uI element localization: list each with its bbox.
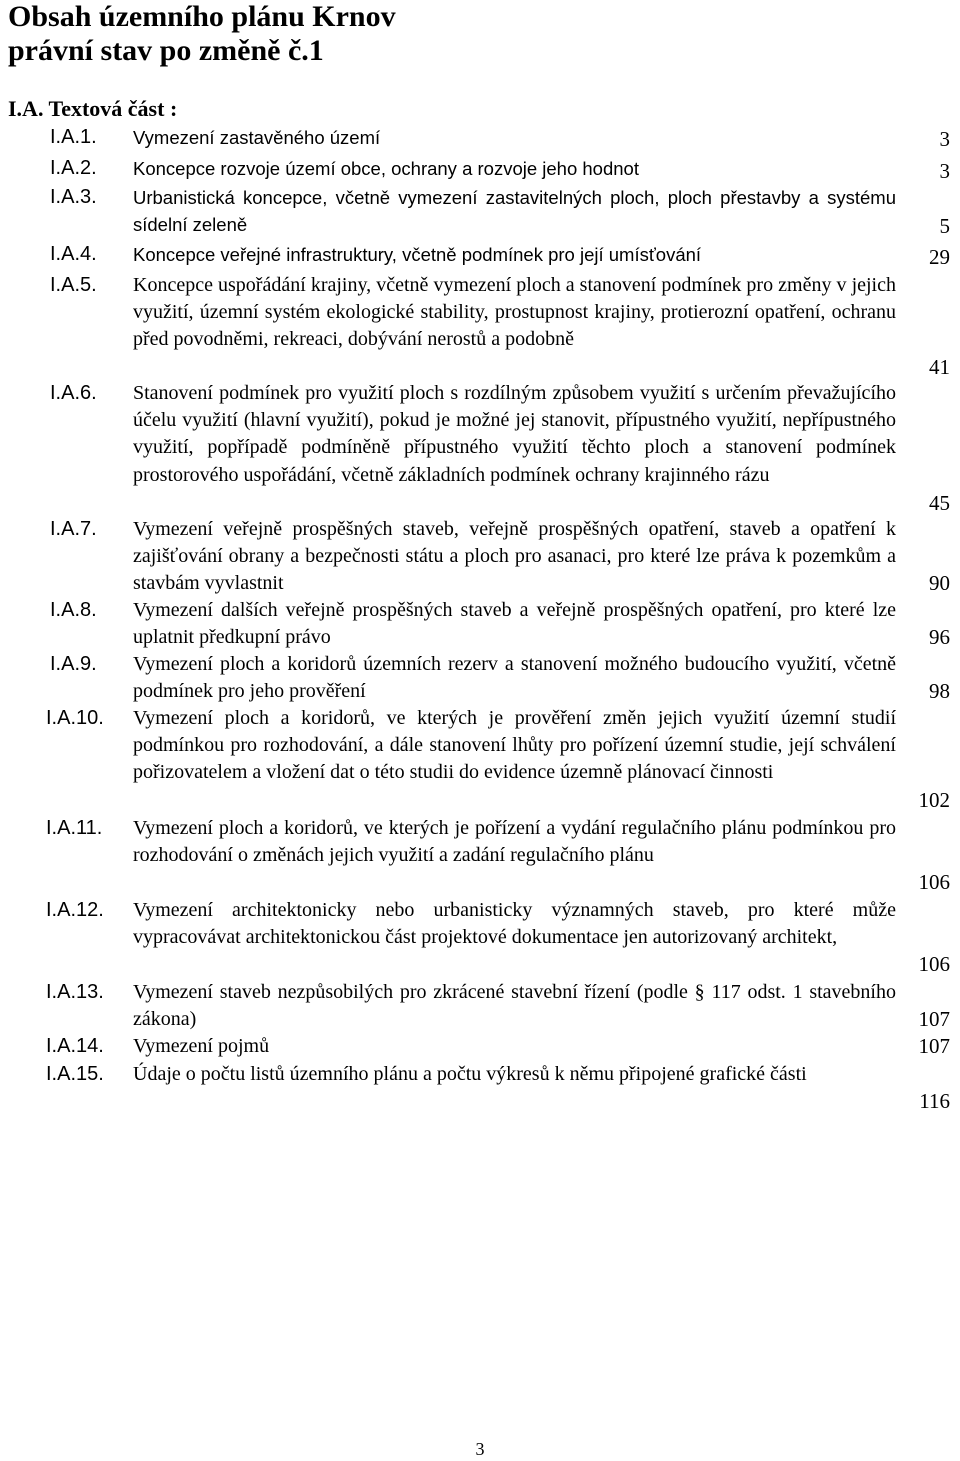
toc-entry-title: Vymezení architektonicky nebo urbanisticky významných staveb, pro které může vypracovávat architektonickou část projektové dokumentace jen autorizovaný architekt, — [133, 899, 896, 949]
toc-entry-page: 3 — [939, 159, 950, 183]
toc-entry-page: 106 — [918, 870, 950, 894]
toc-entry-page: 5 — [939, 214, 950, 238]
toc-entry-page: 107 — [918, 1034, 950, 1058]
toc-entry-page: 102 — [918, 788, 950, 812]
toc-entry-page: 107 — [918, 1007, 950, 1031]
toc-entry-title: Koncepce uspořádání krajiny, včetně vymezení ploch a stanovení podmínek pro změny v jejich využití, územní systém ekologické stability, prostupnost krajiny, protierozní opatření, ochranu před povodněmi, rekreaci, dobývání nerostů a podobně — [133, 274, 896, 351]
toc-entry-page: 116 — [919, 1089, 950, 1113]
title-line-2: právní stav po změně č.1 — [8, 34, 324, 67]
toc-entry-title: Koncepce rozvoje území obce, ochrany a rozvoje jeho hodnot — [133, 158, 639, 179]
toc-entry-title: Vymezení ploch a koridorů, ve kterých je prověření změn jejich využití územní studií podmínkou pro rozhodování, a dále stanovení lhůty pro pořízení územní studie, její schválení pořizovatelem a vložení dat o této studii do evidence územně plánovací činnosti — [133, 707, 896, 784]
toc-entry-code: I.A.14. — [46, 1035, 104, 1057]
toc-entry-code: I.A.10. — [46, 707, 104, 729]
title-line-1: Obsah územního plánu Krnov — [8, 0, 396, 33]
toc-entry-page: 106 — [918, 952, 950, 976]
toc-entry-code: I.A.9. — [50, 653, 97, 675]
toc-entry-page: 29 — [929, 245, 950, 269]
toc-entry-code: I.A.5. — [50, 274, 97, 296]
toc-entry-title: Stanovení podmínek pro využití ploch s rozdílným způsobem využití s určením převažujícího účelu využití (hlavní využití), pokud je možné jej stanovit, přípustného využití, nepřípustného využití, popřípadě podmíněně přípustného využití těchto ploch a stanovení podmínek prostorového uspořádání, včetně základních podmínek ochrany krajinného rázu — [133, 382, 896, 486]
toc-entry-code: I.A.7. — [50, 518, 97, 540]
toc-entry-title: Vymezení veřejně prospěšných staveb, veřejně prospěšných opatření, staveb a opatření k zajišťování obrany a bezpečnosti státu a ploch pro asanaci, pro které lze práva k pozemkům a stavbám vyvlastnit — [133, 518, 896, 595]
toc-entry-page: 45 — [929, 491, 950, 515]
toc-entry-code: I.A.1. — [50, 126, 97, 148]
page-number: 3 — [475, 1439, 485, 1459]
toc-entry-code: I.A.6. — [50, 382, 97, 404]
toc-entry-code: I.A.11. — [46, 817, 103, 839]
toc-entry-title: Vymezení ploch a koridorů územních rezerv a stanovení možného budoucího využití, včetně podmínek pro jeho prověření — [133, 653, 896, 703]
toc-entry-code: I.A.12. — [46, 899, 104, 921]
toc-entry-page: 90 — [929, 571, 950, 595]
toc-entry-page: 41 — [929, 355, 950, 379]
toc-entry-title: Koncepce veřejné infrastruktury, včetně podmínek pro její umísťování — [133, 244, 702, 265]
toc-entry-page: 98 — [929, 679, 950, 703]
toc-entry-title: Vymezení ploch a koridorů, ve kterých je pořízení a vydání regulačního plánu podmínkou pro rozhodování o změnách jejich využití a zadání regulačního plánu — [133, 817, 896, 867]
toc-entry-title: Vymezení pojmů — [133, 1035, 270, 1057]
toc-entry-title: Vymezení zastavěného území — [133, 127, 381, 148]
toc-entry-code: I.A.4. — [50, 243, 97, 265]
toc-entry-code: I.A.13. — [46, 981, 104, 1003]
toc-entry-page: 96 — [929, 625, 950, 649]
document-title — [8, 0, 396, 68]
toc-entry-code: I.A.2. — [50, 157, 97, 179]
section-heading: I.A. Textová část : — [8, 96, 178, 121]
toc-entry-title: Vymezení dalších veřejně prospěšných staveb a veřejně prospěšných opatření, pro které lze uplatnit předkupní právo — [133, 599, 896, 649]
toc-entry-page: 3 — [939, 127, 950, 151]
toc-entry-title: Údaje o počtu listů územního plánu a počtu výkresů k němu připojené grafické části — [133, 1063, 807, 1085]
toc-entry-title: Urbanistická koncepce, včetně vymezení zastavitelných ploch, ploch přestavby a systému sídelní zeleně — [133, 187, 896, 236]
toc-entry-code: I.A.15. — [46, 1063, 104, 1085]
toc-entry-title: Vymezení staveb nezpůsobilých pro zkrácené stavební řízení (podle § 117 odst. 1 stavebního zákona) — [133, 981, 896, 1031]
toc-entry-code: I.A.3. — [50, 186, 97, 208]
toc-entry-code: I.A.8. — [50, 599, 97, 621]
